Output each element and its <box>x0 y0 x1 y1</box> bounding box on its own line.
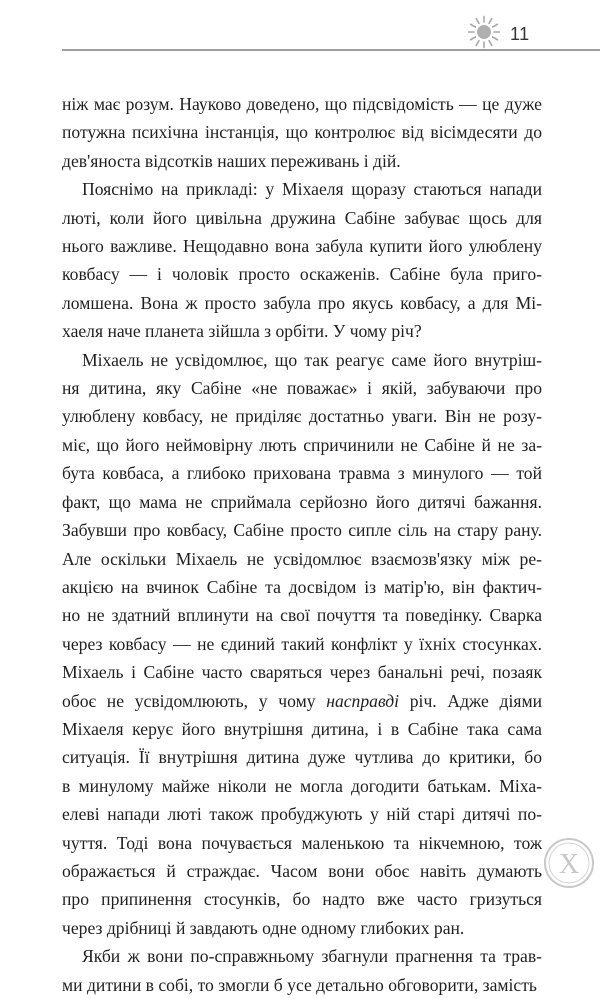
text-line: чуття. Тоді вона почувається маленькою та нікчемною, тож <box>62 832 542 853</box>
text-line: про припинення стосунків, бо надто вже часто гризуться <box>62 889 542 910</box>
text-line: но не здатний вплинути на свої почуття та поведінку. Сварка <box>62 605 542 626</box>
text-line: люті, коли його цивільна дружина Сабіне забуває щось для <box>62 207 542 228</box>
text-line: елеві напади люті також пробуджують у ній старі дитячі по- <box>62 804 542 825</box>
text-line: Міхаель не усвідомлює, що так реагує саме його внутріш- <box>82 349 542 370</box>
text-line: потужна психічна інстанція, що контролює від вісімдесяти до <box>62 122 542 143</box>
text-line: ня дитина, яку Сабіне «не поважає» і якій, забуваючи про <box>62 378 542 399</box>
paragraph <box>62 942 542 999</box>
watermark-logo <box>542 836 596 890</box>
page-header <box>0 0 600 56</box>
paragraph <box>62 175 542 345</box>
text-line: міє, що його неймовірну лють спричинили не Сабіне й не за- <box>62 434 542 455</box>
sun-icon <box>466 14 502 50</box>
text-line: в минулому майже ніколи не могла догодити батькам. Міха- <box>62 775 542 796</box>
text-line: нього важливе. Нещодавно вона забула купити його улюблену <box>62 236 542 257</box>
text-line: ми дитини в собі, то змогли б усе детально обговорити, замість <box>62 974 537 995</box>
text-line: факт, що мама не сприймала серйозно його дитячі бажання. <box>62 491 542 512</box>
header-divider <box>62 49 600 51</box>
body-text <box>62 90 542 999</box>
text-line: Але оскільки Міхаель не усвідомлює взаємозв'язку між ре- <box>62 548 542 569</box>
text-line: ніж має розум. Науково доведено, що підсвідомість — це дуже <box>62 94 542 114</box>
text-line: хаеля наче планета зійшла з орбіти. У чому річ? <box>62 321 422 342</box>
watermark-letter: Х <box>558 849 580 880</box>
text-line: акцією на вчинок Сабіне та досвідом із матір'ю, він фактич- <box>62 576 542 597</box>
text-line: Міхаель і Сабіне часто сваряться через банальні речі, позаяк <box>62 662 542 683</box>
text-line: дев'яноста відсотків наших переживань і дій. <box>62 150 401 171</box>
page-number: 11 <box>510 24 530 44</box>
text-line: улюблену ковбасу, не приділяє достатньо уваги. Він не розу- <box>62 406 542 427</box>
text-line: ломшена. Вона ж просто забула про якусь ковбасу, а для Мі- <box>62 292 542 313</box>
paragraph <box>62 90 542 175</box>
text-line: бута ковбаса, а глибоко прихована травма з минулого — той <box>62 463 542 484</box>
text-line: ковбасу — і чоловік просто оскаженів. Сабіне була приго- <box>62 264 542 285</box>
text-line: ображається й страждає. Часом вони обоє навіть думають <box>62 860 542 881</box>
text-line: обоє не усвідомлюють, у чому насправді річ. Адже діями <box>62 690 542 711</box>
text-line: через ковбасу — не єдиний такий конфлікт у їхніх стосунках. <box>62 633 542 654</box>
paragraph <box>62 346 542 943</box>
text-line: Забувши про ковбасу, Сабіне просто сипле сіль на стару рану. <box>62 520 542 541</box>
text-line: через дрібниці й завдають одне одному глибоких ран. <box>62 917 465 938</box>
text-line: Якби ж вони по-справжньому збагнули прагнення та трав- <box>82 946 542 967</box>
text-line: ситуація. Її внутрішня дитина дуже чутлива до критики, бо <box>62 747 542 768</box>
text-line: Пояснімо на прикладі: у Міхаеля щоразу стаються напади <box>82 179 542 200</box>
text-line: Міхаеля керує його внутрішня дитина, і в Сабіне така сама <box>62 718 542 739</box>
